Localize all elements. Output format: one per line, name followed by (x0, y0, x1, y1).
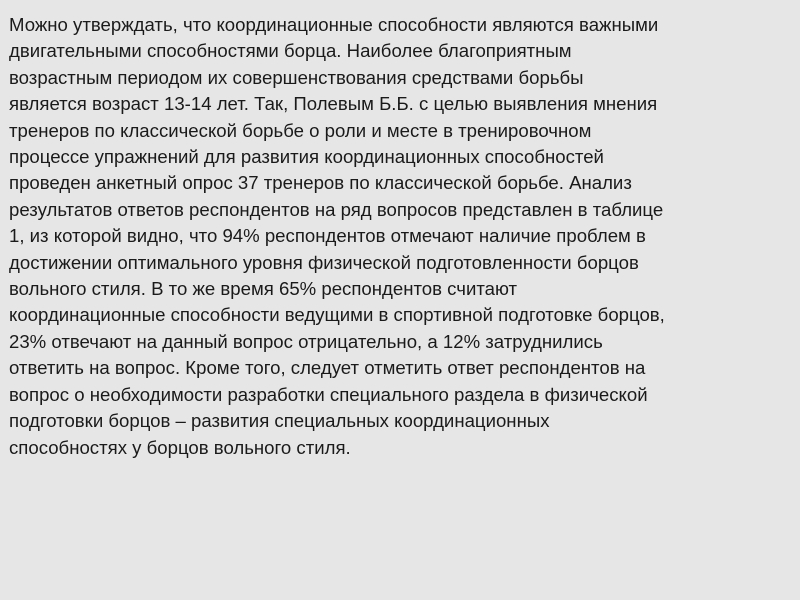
text-line: вопрос о необходимости разработки специального раздела в физической (9, 383, 648, 405)
text-line: результатов ответов респондентов на ряд вопросов представлен в таблице (9, 198, 664, 220)
text-line: ответить на вопрос. Кроме того, следует отметить ответ респондентов на (9, 357, 646, 379)
text-line: тренеров по классической борьбе о роли и месте в тренировочном (9, 119, 592, 141)
text-line: возрастным периодом их совершенствования средствами борьбы (9, 66, 584, 88)
text-line: Можно утверждать, что координационные способности являются важными (9, 14, 659, 35)
text-line: является возраст 13-14 лет. Так, Полевым Б.Б. с целью выявления мнения (9, 93, 658, 115)
body-text (9, 12, 793, 461)
text-line: двигательными способностями борца. Наиболее благоприятным (9, 40, 572, 62)
text-line: координационные способности ведущими в спортивной подготовке борцов, (9, 304, 665, 326)
text-line: вольного стиля. В то же время 65% респондентов считают (9, 278, 518, 300)
text-line: достижении оптимального уровня физической подготовленности борцов (9, 251, 639, 273)
text-line: 1, из которой видно, что 94% респондентов отмечают наличие проблем в (9, 225, 646, 247)
text-line: 23% отвечают на данный вопрос отрицательно, а 12% затруднились (9, 330, 603, 352)
text-line: способностях у борцов вольного стиля. (9, 436, 351, 458)
text-line: подготовки борцов – развития специальных координационных (9, 410, 550, 432)
text-line: проведен анкетный опрос 37 тренеров по классической борьбе. Анализ (9, 172, 632, 194)
text-line: процессе упражнений для развития координационных способностей (9, 146, 604, 168)
